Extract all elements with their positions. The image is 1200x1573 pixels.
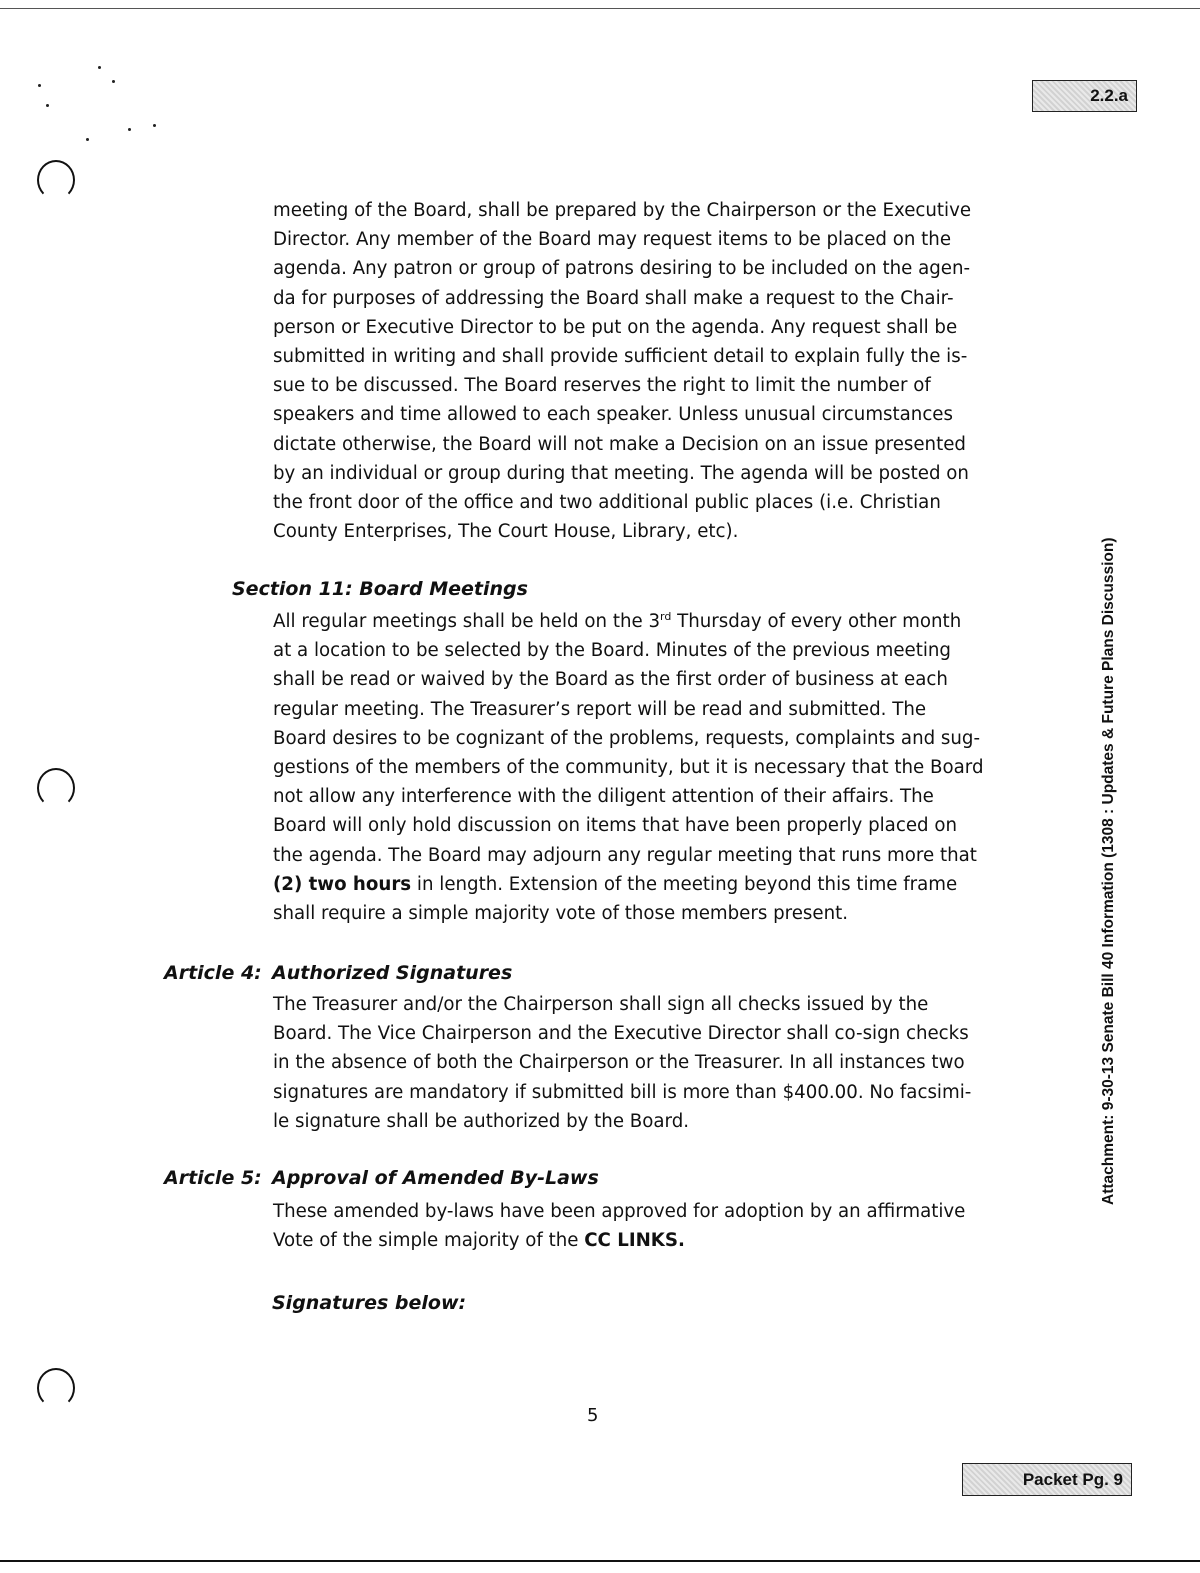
punch-hole-top — [37, 160, 75, 200]
text-line: Director. Any member of the Board may request items to be placed on the — [273, 229, 952, 251]
packet-page-stamp: Packet Pg. 9 — [962, 1463, 1132, 1496]
text-line — [273, 870, 1033, 899]
bottom-scan-rule — [0, 1560, 1200, 1562]
amended-bylaws-paragraph — [273, 1197, 1033, 1255]
text-fragment: in length. Extension of the meeting beyond this time frame — [411, 873, 958, 895]
text-line: the front door of the office and two additional public places (i.e. Christian — [273, 492, 941, 514]
text-line: meeting of the Board, shall be prepared by the Chairperson or the Executive — [273, 200, 972, 221]
scan-speck — [46, 104, 49, 107]
text-fragment: Vote of the simple majority of the — [273, 1230, 585, 1252]
scan-speck — [112, 80, 115, 83]
scan-speck — [128, 128, 131, 131]
text-line: in the absence of both the Chairperson or the Treasurer. In all instances two — [273, 1052, 965, 1074]
text-line: Board desires to be cognizant of the problems, requests, complaints and sug- — [273, 727, 981, 749]
bold-duration: (2) two hours — [273, 873, 412, 895]
text-line: person or Executive Director to be put on the agenda. Any request shall be — [273, 316, 958, 338]
text-line: Board. The Vice Chairperson and the Executive Director shall co-sign checks — [273, 1023, 969, 1045]
text-line: These amended by-laws have been approved for adoption by an affirmative — [273, 1201, 966, 1222]
text-line: shall require a simple majority vote of those members present. — [273, 903, 849, 925]
attachment-side-label: Attachment: 9-30-13 Senate Bill 40 Information (1308 : Updates & Future Plans Discussion) — [1100, 537, 1117, 1205]
scan-speck — [38, 84, 41, 87]
article-title: Approval of Amended By-Laws — [272, 1167, 599, 1189]
text-fragment: All regular meetings shall be held on the 3 — [273, 611, 661, 632]
text-line — [273, 607, 1033, 636]
article-5-heading — [164, 1167, 599, 1189]
scan-speck — [153, 124, 156, 127]
article-number: Article 4: — [164, 962, 262, 984]
page-number: 5 — [587, 1405, 599, 1426]
text-line: at a location to be selected by the Board. Minutes of the previous meeting — [273, 640, 951, 662]
text-fragment: Thursday of every other month — [671, 611, 962, 632]
ordinal-suffix: rd — [660, 610, 672, 623]
organization-name: CC LINKS. — [584, 1230, 685, 1252]
text-line: County Enterprises, The Court House, Library, etc). — [273, 521, 739, 543]
article-title: Authorized Signatures — [272, 962, 513, 984]
agenda-paragraph — [273, 196, 1033, 546]
text-line: da for purposes of addressing the Board shall make a request to the Chair- — [273, 287, 954, 309]
text-line: le signature shall be authorized by the Board. — [273, 1110, 690, 1132]
section-11-heading: Section 11: Board Meetings — [232, 578, 528, 600]
scan-speck — [86, 138, 89, 141]
punch-hole-middle — [37, 768, 75, 808]
signatures-heading: Signatures below: — [272, 1292, 467, 1314]
text-line: shall be read or waived by the Board as the first order of business at each — [273, 669, 948, 691]
text-line: regular meeting. The Treasurer’s report will be read and submitted. The — [273, 698, 927, 720]
text-line: speakers and time allowed to each speaker. Unless unusual circumstances — [273, 404, 953, 426]
text-line: Board will only hold discussion on items that have been properly placed on — [273, 815, 957, 837]
scan-speck — [98, 66, 101, 69]
text-line: The Treasurer and/or the Chairperson shall sign all checks issued by the — [273, 994, 929, 1015]
authorized-signatures-paragraph — [273, 990, 1033, 1136]
agenda-item-stamp: 2.2.a — [1032, 80, 1137, 112]
text-line: gestions of the members of the community, but it is necessary that the Board — [273, 757, 984, 779]
text-line: submitted in writing and shall provide sufficient detail to explain fully the is- — [273, 346, 968, 368]
article-4-heading — [164, 962, 512, 984]
text-line: the agenda. The Board may adjourn any regular meeting that runs more that — [273, 844, 977, 866]
article-number: Article 5: — [164, 1167, 262, 1189]
text-line: sue to be discussed. The Board reserves the right to limit the number of — [273, 375, 931, 397]
text-line: by an individual or group during that meeting. The agenda will be posted on — [273, 462, 969, 484]
text-line: not allow any interference with the diligent attention of their affairs. The — [273, 786, 934, 808]
text-line: signatures are mandatory if submitted bill is more than $400.00. No facsimi- — [273, 1081, 972, 1103]
text-line: agenda. Any patron or group of patrons desiring to be included on the agen- — [273, 258, 971, 280]
text-line: dictate otherwise, the Board will not make a Decision on an issue presented — [273, 433, 966, 455]
text-line — [273, 1226, 1033, 1255]
top-scan-rule — [0, 8, 1200, 9]
punch-hole-bottom — [37, 1368, 75, 1408]
board-meetings-paragraph — [273, 607, 1033, 928]
